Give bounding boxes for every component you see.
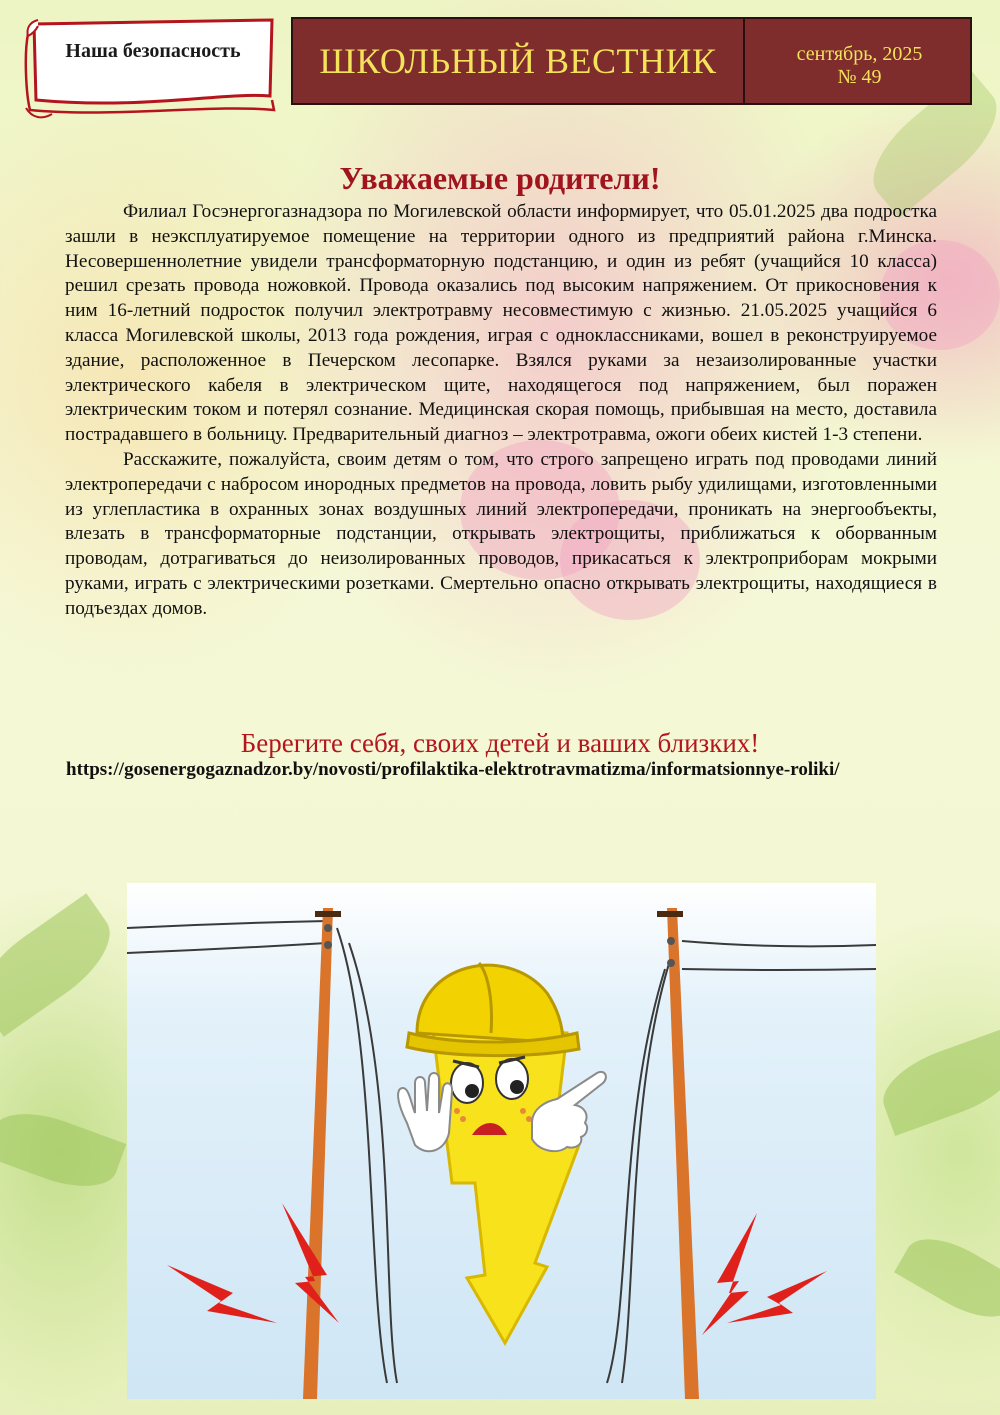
issue-info — [747, 43, 972, 89]
safety-illustration — [127, 883, 876, 1399]
issue-date: сентябрь, 2025 — [796, 43, 923, 65]
background-leaf — [0, 893, 127, 1036]
article-headline: Уважаемые родители! — [339, 160, 661, 196]
background-leaf — [873, 1028, 1000, 1136]
masthead-divider — [743, 19, 745, 103]
call-to-action: Берегите себя, своих детей и ваших близких! — [240, 728, 760, 758]
scroll-frame-icon — [22, 14, 284, 124]
section-label: Наша безопасность — [65, 40, 241, 62]
masthead — [291, 17, 972, 105]
article-body — [65, 200, 937, 622]
lightning-mascot-illustration — [127, 883, 876, 1399]
issue-number: № 49 — [837, 66, 882, 88]
section-scroll-badge — [22, 14, 284, 124]
article-paragraph: Филиал Госэнергогазнадзора по Могилевской области информирует, что 05.01.2025 два подростка зашли в неэксплуатируемое помещение на территории одного из предприятий района г.Минска. Несовершеннолетние увидели трансформаторную подстанцию, и один из ребят (учащийся 10 класса) решил срезать провода ножовкой. Провода оказались под высоким напряжением. От прикосновения к ним 16-летний подросток получил электротравму несовместимую с жизнью. 21.05.2025 учащийся 6 класса Могилевской школы, 2013 года рождения, играя с одноклассниками, вошел в реконструируемое здание, расположенное в Печерском лесопарке. Взялся руками за незаизолированные участки электрического кабеля в электрическом щите, находящегося под напряжением, был поражен электрическим током и потерял сознание. Медицинская скорая помощь, прибывшая на место, доставила пострадавшего в больницу. Предварительный диагноз – электротравма, ожоги обеих кистей 1-3 степени. — [65, 201, 937, 446]
newspaper-title: ШКОЛЬНЫЙ ВЕСТНИК — [319, 41, 717, 81]
article-paragraph: Расскажите, пожалуйста, своим детям о том, что строго запрещено играть под проводами линий электропередачи с набросом инородных предметов на провода, ловить рыбу удилищами, изготовленными из углепластика в охранных зонах воздушных линий электропередачи, проникать на энергообъекты, влезать в трансформаторные подстанции, открывать электрощиты, приближаться к оборванным проводам, дотрагиваться до неизолированных проводов, прикасаться к электроприборам мокрыми руками, играть с электрическими розетками. Смертельно опасно открывать электрощиты, находящиеся в подъездах домов. — [65, 448, 937, 619]
background-leaf — [0, 1100, 126, 1201]
source-link[interactable]: https://gosenergogaznadzor.by/novosti/profilaktika-elektrotravmatizma/informatsionnye-roliki/ — [66, 759, 840, 780]
background-leaf — [894, 1224, 1000, 1332]
